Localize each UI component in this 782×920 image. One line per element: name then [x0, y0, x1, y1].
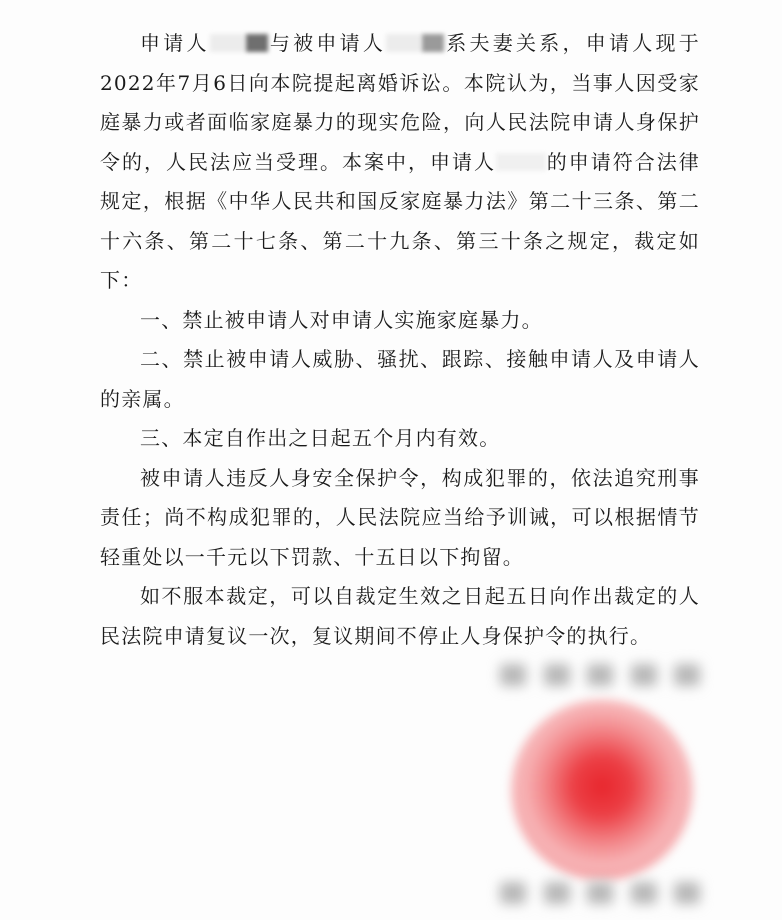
paragraph-text: 被申请人违反人身安全保护令，构成犯罪的，依法追究刑事责任；尚不构成犯罪的，人民法院应当给予训诫，可以根据情节轻重处以一千元以下罚款、十五日以下拘留。 [100, 465, 700, 569]
paragraph-text: 与被申请人 [267, 31, 387, 55]
court-name-blurred [500, 664, 700, 690]
redacted-name [246, 34, 268, 52]
paragraph-text: 二、禁止被申请人威胁、骚扰、跟踪、接触申请人及申请人的亲属。 [100, 347, 700, 411]
redacted-name [422, 34, 444, 52]
ruling-body-text [100, 24, 700, 656]
paragraph [100, 24, 700, 301]
paragraph-text: 系夫妻关系，申请人现于2022年7月6日向本院提起离婚诉讼。本院认为，当事人因受家庭暴力或者面临家庭暴力的现实危险，向人民法院申请人身保护令的，人民法应当受理。本案中，申请人 [100, 31, 700, 174]
paragraph-text: 三、本定自作出之日起五个月内有效。 [140, 426, 501, 450]
redacted-name [386, 34, 422, 52]
paragraph [100, 419, 700, 459]
paragraph [100, 577, 700, 656]
paragraph-text: 的申请符合法律规定，根据《中华人民共和国反家庭暴力法》第二十三条、第二十六条、第二十七条、第二十九条、第三十条之规定，裁定如下： [100, 149, 700, 292]
paragraph [100, 459, 700, 578]
paragraph-text: 申请人 [140, 31, 210, 55]
paragraph [100, 301, 700, 341]
paragraph-text: 一、禁止被申请人对申请人实施家庭暴力。 [140, 307, 543, 332]
date-blurred [500, 882, 700, 908]
paragraph-text: 如不服本裁定，可以自裁定生效之日起五日向作出裁定的人民法院申请复议一次，复议期间不停止人身保护令的执行。 [100, 584, 700, 648]
redacted-name [210, 34, 246, 52]
redacted-name [496, 153, 546, 171]
paragraph [100, 340, 700, 419]
court-seal [512, 700, 692, 880]
